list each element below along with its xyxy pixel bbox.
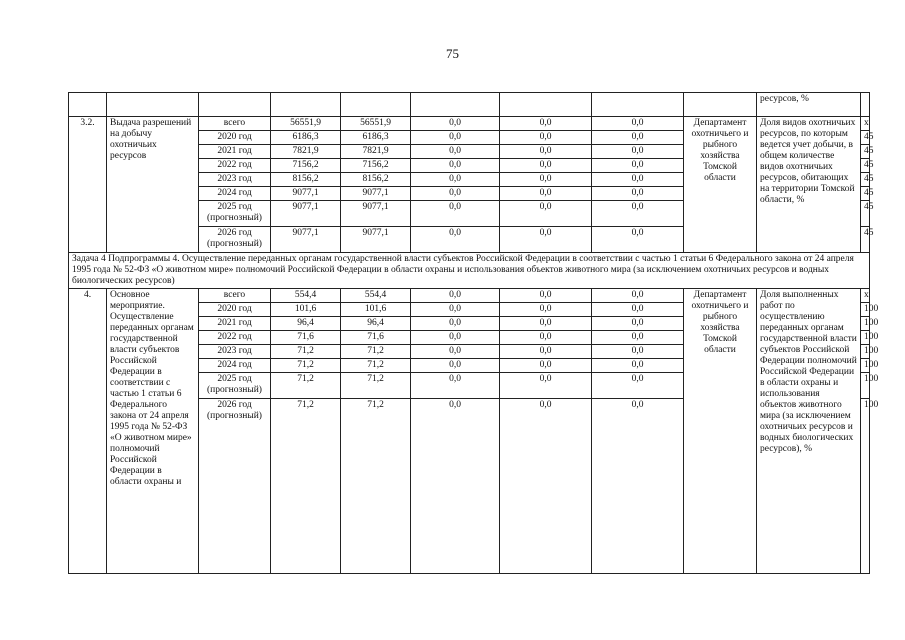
funding-cell: 0,0 <box>592 317 684 331</box>
department-cell: Департамент охотничьего и рыбного хозяйства Томской области <box>684 289 757 574</box>
indicator-cell: Доля выполненных работ по осуществлению переданных органам государственной власти субъектов Российской Федерации полномочий Российской Федерации в области охраны и использования объектов животного мира (за исключением охотничьих ресурсов и водных биологических ресурсов), % <box>757 289 861 574</box>
funding-cell: 0,0 <box>500 303 592 317</box>
indicator-value: 100 <box>861 317 870 331</box>
funding-cell: 0,0 <box>500 145 592 159</box>
funding-cell: 7821,9 <box>341 145 411 159</box>
funding-cell: 0,0 <box>592 131 684 145</box>
funding-cell: 0,0 <box>500 187 592 201</box>
funding-cell: 71,2 <box>341 399 411 574</box>
total-cell: 6186,3 <box>271 131 341 145</box>
total-cell: 71,6 <box>271 331 341 345</box>
year-cell: всего <box>199 117 271 131</box>
indicator-value: 45 <box>861 173 870 187</box>
funding-cell: 0,0 <box>411 303 500 317</box>
total-cell: 71,2 <box>271 345 341 359</box>
funding-cell: 0,0 <box>592 289 684 303</box>
funding-cell: 0,0 <box>592 331 684 345</box>
total-cell: 9077,1 <box>271 201 341 227</box>
funding-cell: 0,0 <box>592 159 684 173</box>
activity-name: Основное мероприятие. Осуществление переданных органам государственной власти субъектов Российской Федерации в соответствии с частью 1 статьи 6 Федерального закона от 24 апреля 1995 года № 52-ФЗ «О животном мире» полномочий Российской Федерации в области охраны и <box>107 289 199 574</box>
funding-cell: 0,0 <box>500 317 592 331</box>
funding-cell: 0,0 <box>411 399 500 574</box>
funding-cell: 71,2 <box>341 345 411 359</box>
funding-cell: 71,2 <box>341 359 411 373</box>
indicator-value: 45 <box>861 187 870 201</box>
total-cell: 9077,1 <box>271 227 341 253</box>
funding-cell: 0,0 <box>500 227 592 253</box>
funding-cell: 71,6 <box>341 331 411 345</box>
funding-cell: 0,0 <box>500 373 592 399</box>
indicator-value: x <box>861 289 870 303</box>
total-cell: 71,2 <box>271 373 341 399</box>
year-cell: 2026 год (прогнозный) <box>199 399 271 574</box>
year-cell: 2020 год <box>199 131 271 145</box>
funding-cell: 0,0 <box>411 345 500 359</box>
funding-cell: 0,0 <box>592 187 684 201</box>
total-cell: 554,4 <box>271 289 341 303</box>
funding-cell: 0,0 <box>592 173 684 187</box>
funding-cell: 0,0 <box>592 303 684 317</box>
year-cell: 2022 год <box>199 331 271 345</box>
total-cell: 96,4 <box>271 317 341 331</box>
funding-cell: 0,0 <box>411 187 500 201</box>
page-number: 75 <box>446 46 459 61</box>
funding-cell: 0,0 <box>592 345 684 359</box>
funding-cell: 96,4 <box>341 317 411 331</box>
funding-cell: 0,0 <box>411 145 500 159</box>
funding-cell: 0,0 <box>500 201 592 227</box>
funding-cell: 0,0 <box>500 399 592 574</box>
funding-cell: 9077,1 <box>341 187 411 201</box>
funding-cell: 0,0 <box>411 289 500 303</box>
funding-cell: 9077,1 <box>341 227 411 253</box>
funding-cell: 0,0 <box>592 399 684 574</box>
program-table <box>68 92 879 574</box>
funding-cell: 0,0 <box>500 173 592 187</box>
indicator-value: 45 <box>861 227 870 253</box>
row-number: 4. <box>69 289 107 574</box>
funding-cell: 0,0 <box>500 159 592 173</box>
funding-cell: 0,0 <box>411 201 500 227</box>
funding-cell: 9077,1 <box>341 201 411 227</box>
funding-cell: 554,4 <box>341 289 411 303</box>
funding-cell: 0,0 <box>500 289 592 303</box>
indicator-value: 100 <box>861 399 870 574</box>
task-heading: Задача 4 Подпрограммы 4. Осуществление переданных органам государственной власти субъектов Российской Федерации в соответствии с частью 1 статьи 6 Федерального закона от 24 апреля 1995 года № 52-ФЗ «О животном мире» полномочий Российской Федерации в области охраны и использования объектов животного мира (за исключением охотничьих ресурсов и водных биологических ресурсов) <box>69 253 870 289</box>
funding-cell: 0,0 <box>411 359 500 373</box>
indicator-value: 45 <box>861 131 870 145</box>
funding-cell: 0,0 <box>500 131 592 145</box>
year-cell: 2020 год <box>199 303 271 317</box>
indicator-value: 45 <box>861 145 870 159</box>
funding-cell: 71,2 <box>341 373 411 399</box>
total-cell: 9077,1 <box>271 187 341 201</box>
funding-cell: 0,0 <box>411 117 500 131</box>
funding-cell: 0,0 <box>592 117 684 131</box>
year-cell: 2022 год <box>199 159 271 173</box>
funding-cell: 0,0 <box>500 345 592 359</box>
department-cell: Департамент охотничьего и рыбного хозяйства Томской области <box>684 117 757 253</box>
funding-cell: 0,0 <box>592 373 684 399</box>
funding-cell: 0,0 <box>592 145 684 159</box>
year-cell: 2025 год (прогнозный) <box>199 373 271 399</box>
year-cell: 2023 год <box>199 173 271 187</box>
total-cell: 71,2 <box>271 359 341 373</box>
table-row <box>69 117 870 131</box>
table-row <box>69 289 870 303</box>
funding-cell: 0,0 <box>592 201 684 227</box>
indicator-value: 45 <box>861 201 870 227</box>
year-cell: 2026 год (прогнозный) <box>199 227 271 253</box>
funding-cell: 0,0 <box>411 373 500 399</box>
total-cell: 71,2 <box>271 399 341 574</box>
table-row <box>69 93 870 117</box>
indicator-text: ресурсов, % <box>757 93 861 117</box>
task-row <box>69 253 870 289</box>
funding-cell: 0,0 <box>500 117 592 131</box>
indicator-cell: Доля видов охотничьих ресурсов, по которым ведется учет добычи, в общем количестве видов охотничьих ресурсов, обитающих на территории Томской области, % <box>757 117 861 253</box>
year-cell: 2024 год <box>199 187 271 201</box>
year-cell: 2023 год <box>199 345 271 359</box>
funding-cell: 0,0 <box>411 159 500 173</box>
year-cell: 2025 год (прогнозный) <box>199 201 271 227</box>
funding-cell: 0,0 <box>592 227 684 253</box>
total-cell: 101,6 <box>271 303 341 317</box>
funding-cell: 0,0 <box>500 359 592 373</box>
funding-cell: 6186,3 <box>341 131 411 145</box>
funding-cell: 0,0 <box>411 173 500 187</box>
indicator-value: 100 <box>861 359 870 373</box>
total-cell: 7821,9 <box>271 145 341 159</box>
total-cell: 56551,9 <box>271 117 341 131</box>
funding-cell: 0,0 <box>411 131 500 145</box>
year-cell: всего <box>199 289 271 303</box>
year-cell: 2021 год <box>199 317 271 331</box>
year-cell: 2024 год <box>199 359 271 373</box>
funding-cell: 8156,2 <box>341 173 411 187</box>
total-cell: 7156,2 <box>271 159 341 173</box>
indicator-value: 100 <box>861 331 870 345</box>
funding-cell: 0,0 <box>411 317 500 331</box>
funding-cell: 0,0 <box>411 227 500 253</box>
total-cell: 8156,2 <box>271 173 341 187</box>
funding-cell: 0,0 <box>500 331 592 345</box>
funding-cell: 0,0 <box>592 359 684 373</box>
indicator-value: 100 <box>861 345 870 359</box>
row-number: 3.2. <box>69 117 107 253</box>
funding-cell: 0,0 <box>411 331 500 345</box>
funding-cell: 7156,2 <box>341 159 411 173</box>
indicator-value: x <box>861 117 870 131</box>
activity-name: Выдача разрешений на добычу охотничьих ресурсов <box>107 117 199 253</box>
funding-cell: 101,6 <box>341 303 411 317</box>
indicator-value: 100 <box>861 303 870 317</box>
year-cell: 2021 год <box>199 145 271 159</box>
indicator-value: 100 <box>861 373 870 399</box>
indicator-value: 45 <box>861 159 870 173</box>
funding-cell: 56551,9 <box>341 117 411 131</box>
